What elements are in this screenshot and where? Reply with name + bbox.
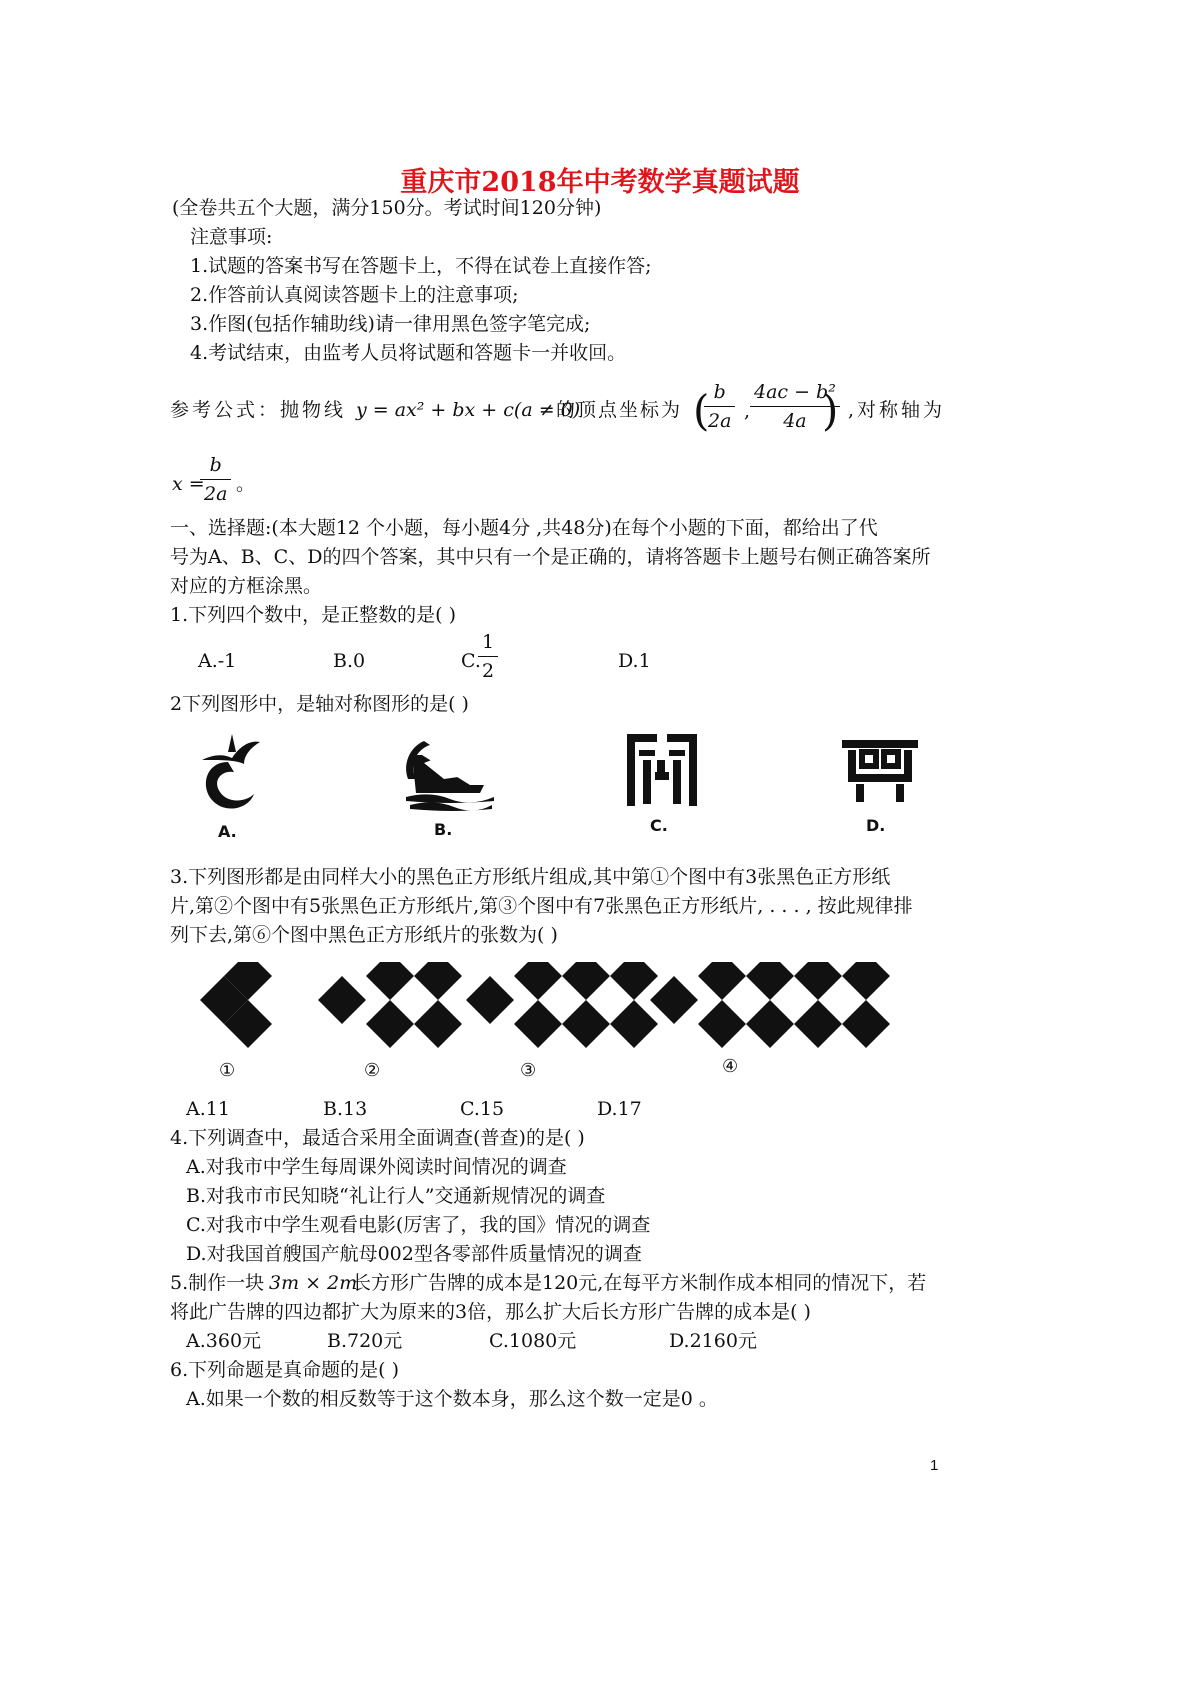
q4-option-a: A.对我市中学生每周课外阅读时间情况的调查 xyxy=(186,1156,567,1178)
q2-figure-d-glyph-icon xyxy=(838,738,922,804)
q6-stem: 6.下列命题是真命题的是( ) xyxy=(170,1359,399,1381)
q1-stem: 1.下列四个数中，是正整数的是( ) xyxy=(170,604,456,626)
q2-figure-b-ship-icon xyxy=(400,735,498,817)
black-square xyxy=(366,1000,414,1048)
q1-option-a: A.-1 xyxy=(198,650,237,672)
black-square xyxy=(562,1000,610,1048)
q3-stem: 片,第②个图中有5张黑色正方形纸片,第③个图中有7张黑色正方形纸片, . . . , 按此规律排 xyxy=(170,895,913,917)
black-square xyxy=(650,976,698,1024)
page-number: 1 xyxy=(930,1457,939,1474)
vertex-y-fraction: $\frac{\text{4ac − b²}}{4a}$ xyxy=(750,378,840,435)
q3-stem: 3.下列图形都是由同样大小的黑色正方形纸片组成,其中第①个图中有3张黑色正方形纸 xyxy=(170,866,891,888)
q3-stem: 列下去,第⑥个图中黑色正方形纸片的张数为( ) xyxy=(170,924,558,946)
q3-option-a: A.11 xyxy=(186,1098,230,1120)
q1-option-d: D.1 xyxy=(618,650,651,672)
notice-item: 1.试题的答案书写在答题卡上，不得在试卷上直接作答; xyxy=(190,255,652,277)
formula-prefix: 参考公式：抛物线 xyxy=(170,399,347,421)
black-square xyxy=(318,976,366,1024)
q3-ellipsis: … xyxy=(858,998,876,1019)
black-square xyxy=(794,1000,842,1048)
notice-item: 3.作图(包括作辅助线)请一律用黑色签字笔完成; xyxy=(190,313,591,335)
q4-option-c: C.对我市中学生观看电影(厉害了，我的国》情况的调查 xyxy=(186,1214,651,1236)
vertex-right-paren: ) xyxy=(822,386,839,435)
q4-stem: 4.下列调查中，最适合采用全面调查(普查)的是( ) xyxy=(170,1127,585,1149)
q5-stem-start: 5.制作一块 xyxy=(170,1272,265,1294)
q1-option-b: B.0 xyxy=(333,650,366,672)
q2-label-d: D. xyxy=(866,816,886,835)
notice-item: 4.考试结束，由监考人员将试题和答题卡一并收回。 xyxy=(190,342,627,364)
black-square xyxy=(514,962,562,1000)
section-instructions: 一、选择题:(本大题12 个小题，每小题4分 ,共48分)在每个小题的下面，都给出了代 xyxy=(170,517,878,539)
notice-item: 2.作答前认真阅读答题卡上的注意事项; xyxy=(190,284,519,306)
q4-option-d: D.对我国首艘国产航母002型各零部件质量情况的调查 xyxy=(186,1243,642,1265)
black-square xyxy=(842,962,890,1000)
black-square xyxy=(698,1000,746,1048)
q2-label-a: A. xyxy=(218,822,237,841)
black-square xyxy=(610,962,658,1000)
q4-option-b: B.对我市市民知晓“礼让行人”交通新规情况的调查 xyxy=(186,1185,606,1207)
q1-option-c: C. xyxy=(461,650,481,672)
q3-option-b: B.13 xyxy=(323,1098,368,1120)
axis-fraction: $\frac{b}{2a}$ xyxy=(200,451,231,508)
q3-label-1: ① xyxy=(219,1060,236,1081)
black-square xyxy=(414,962,462,1000)
section-instructions: 号为A、B、C、D的四个答案，其中只有一个是正确的，请将答题卡上题号右侧正确答案所 xyxy=(170,546,931,568)
black-square xyxy=(698,962,746,1000)
q2-figure-c-glyph-icon xyxy=(625,732,699,808)
black-square xyxy=(746,1000,794,1048)
axis-lhs: x = xyxy=(172,473,205,495)
q2-figure-a-logo-icon xyxy=(188,730,268,820)
vertex-left-paren: ( xyxy=(693,386,710,435)
q5-option-a: A.360元 xyxy=(186,1330,262,1352)
black-square xyxy=(562,962,610,1000)
q3-label-4: ④ xyxy=(722,1056,739,1077)
q5-stem-end: 长方形广告牌的成本是120元,在每平方米制作成本相同的情况下，若 xyxy=(352,1272,927,1294)
formula-middle: 的顶点坐标为 xyxy=(556,399,683,421)
q6-option-a: A.如果一个数的相反数等于这个数本身，那么这个数一定是0 。 xyxy=(186,1388,718,1410)
black-square xyxy=(514,1000,562,1048)
q2-label-b: B. xyxy=(434,820,453,839)
q5-option-c: C.1080元 xyxy=(489,1330,577,1352)
q2-label-c: C. xyxy=(650,816,668,835)
black-square xyxy=(610,1000,658,1048)
black-square xyxy=(466,976,514,1024)
q2-stem: 2下列图形中，是轴对称图形的是( ) xyxy=(170,693,469,715)
q5-dimensions: 3m × 2m xyxy=(269,1272,358,1294)
formula-suffix: ,对称轴为 xyxy=(848,399,946,421)
q3-option-d: D.17 xyxy=(597,1098,642,1120)
formula-equation: y = ax² + bx + c(a ≠ 0) xyxy=(356,399,581,421)
q1-option-c-fraction: $\frac{1}{2}$ xyxy=(478,628,498,685)
q5-option-d: D.2160元 xyxy=(669,1330,757,1352)
black-square xyxy=(746,962,794,1000)
section-instructions: 对应的方框涂黑。 xyxy=(170,575,323,597)
notice-title: 注意事项: xyxy=(190,226,273,248)
q3-option-c: C.15 xyxy=(460,1098,505,1120)
q5-option-b: B.720元 xyxy=(327,1330,403,1352)
black-square xyxy=(794,962,842,1000)
vertex-x-fraction: $\frac{b}{2a}$ xyxy=(704,378,735,435)
black-square xyxy=(366,962,414,1000)
intro-text: (全卷共五个大题，满分150分。考试时间120分钟) xyxy=(172,197,602,219)
q3-label-2: ② xyxy=(364,1060,381,1081)
q5-stem-line2: 将此广告牌的四边都扩大为原来的3倍，那么扩大后长方形广告牌的成本是( ) xyxy=(170,1301,811,1323)
page-title: 重庆市2018年中考数学真题试题 xyxy=(400,167,800,198)
axis-end: 。 xyxy=(236,473,256,495)
q3-label-3: ③ xyxy=(520,1060,537,1081)
vertex-comma: , xyxy=(744,400,751,422)
black-square xyxy=(414,1000,462,1048)
q3-figures xyxy=(190,962,910,1048)
